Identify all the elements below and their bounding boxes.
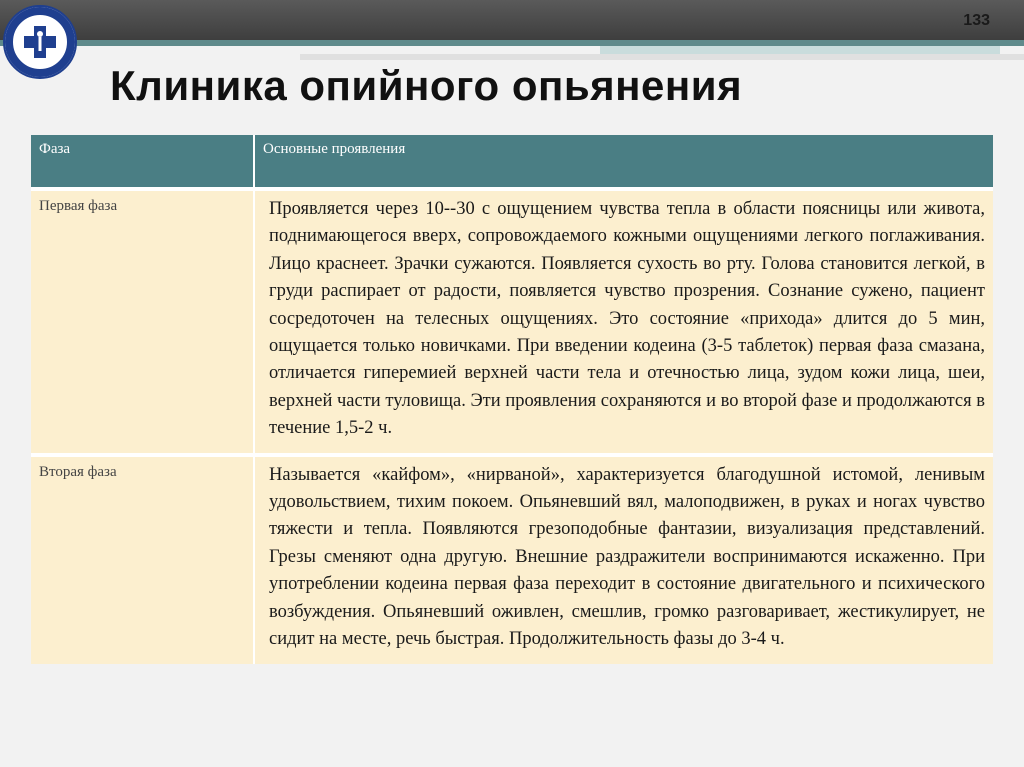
column-header-manifestations: Основные проявления <box>263 141 406 157</box>
phase-cell: Первая фаза <box>31 191 255 453</box>
phases-table <box>31 135 993 664</box>
medical-emblem-icon <box>2 4 78 80</box>
page-title: Клиника опийного опьянения <box>110 62 743 109</box>
decor-stripe <box>300 54 1024 60</box>
page-number: 133 <box>963 12 990 29</box>
description-cell: Проявляется через 10--30 с ощущением чувства тепла в области поясницы или живота, поднимающегося вверх, сопровождаемого кожными ощущениями легкого поглаживания. Лицо краснеет. Зрачки сужаются. Появляется сухость во рту. Голова становится легкой, в груди распирает от радости, появляется чувство прозрения. Сознание сужено, пациент сосредоточен на телесных ощущениях. Это состояние «прихода» длится до 5 мин, ощущается только новичками. При введении кодеина (3-5 таблеток) первая фаза смазана, отличается гиперемией верхней части тела и отечностью лица, зудом кожи лица, шеи, верхней части туловища. Эти проявления сохраняются и во второй фазе и продолжаются в течение 1,5-2 ч. <box>269 199 985 439</box>
decor-stripe <box>600 46 1000 54</box>
table-header-row <box>31 135 993 187</box>
phase-cell: Вторая фаза <box>31 457 255 664</box>
table-row <box>31 457 993 664</box>
table-row <box>31 191 993 453</box>
description-cell: Называется «кайфом», «нирваной», характеризуется благодушной истомой, ленивым удовольствием, тихим покоем. Опьяневший вял, малоподвижен, в руках и ногах чувство тяжести и тепла. Появляются грезоподобные фантазии, визуализация представлений. Грезы сменяют одна другую. Внешние раздражители воспринимаются искаженно. При употреблении кодеина первая фаза переходит в состояние двигательного и психического возбуждения. Опьяневший оживлен, смешлив, громко разговаривает, жестикулирует, не сидит на месте, речь быстрая. Продолжительность фазы до 3-4 ч. <box>269 464 985 650</box>
column-header-phase: Фаза <box>31 135 255 187</box>
top-bar <box>0 0 1024 40</box>
